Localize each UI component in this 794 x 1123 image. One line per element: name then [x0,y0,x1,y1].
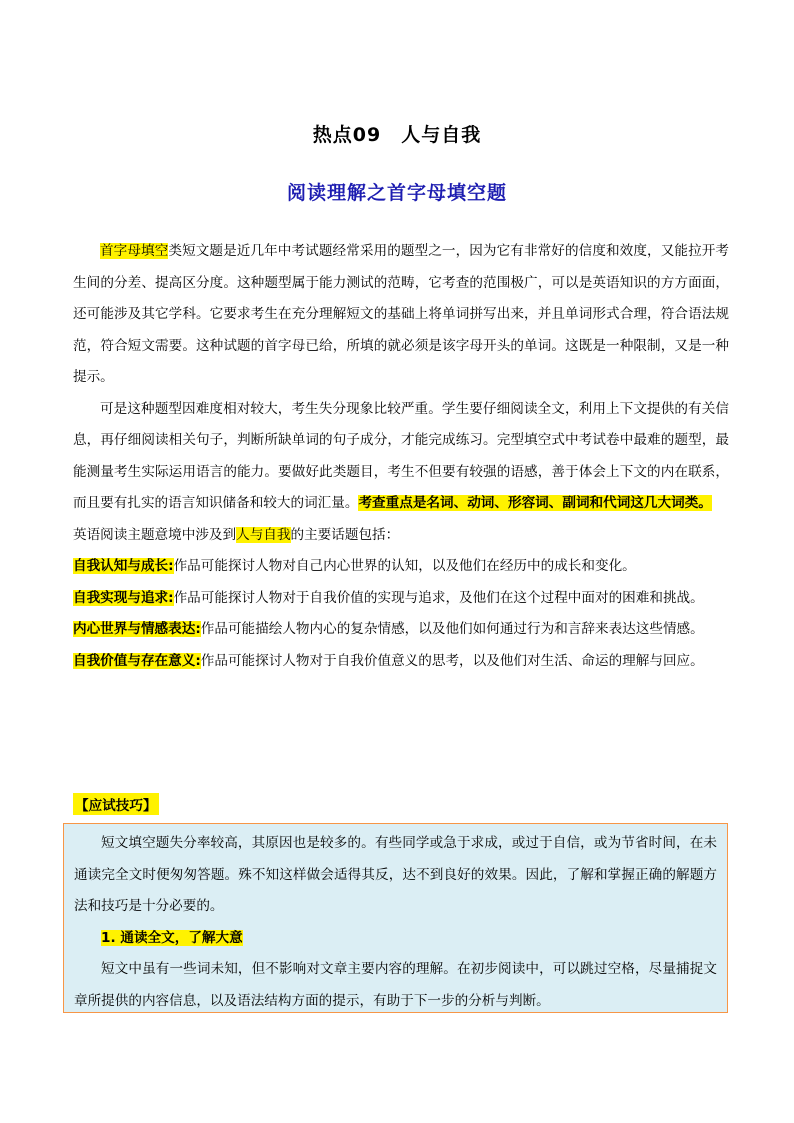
topic-label: 自我价值与存在意义: [73,652,201,669]
intro-section [73,236,729,677]
intro-paragraph-2 [73,394,729,520]
page-title: 热点09 人与自我 [312,124,482,146]
intro-paragraph-3 [73,520,729,552]
theme-highlight: 人与自我 [236,526,291,543]
key-point-highlight: 考查重点是名词、动词、形容词、副词和代词这几大词类。 [358,495,712,511]
tips-box [63,823,728,1013]
topic-item [73,614,729,646]
tips-heading: 【应试技巧】 [73,793,159,815]
tips-intro: 短文填空题失分率较高，其原因也是较多的。有些同学或急于求成，或过于自信，或为节省时间，在未通读完全文时便匆匆答题。殊不知这样做会适得其反，达不到良好的效果。因此，了解和掌握正确的解题方法和技巧是十分必要的。 [74,835,717,914]
topic-item [73,583,729,615]
topic-label: 内心世界与情感表达: [73,621,201,637]
paragraph-text: 类短文题是近几年中考试题经常采用的题型之一，因为它有非常好的信度和效度，又能拉开考生间的分差、提高区分度。这种题型属于能力测试的范畴，它考查的范围极广，可以是英语知识的方方面面，还可能涉及其它学科。它要求考生在充分理解短文的基础上将单词拼写出来，并且单词形式合理，符合语法规范，符合短文需要。这种试题的首字母已给，所填的就必须是该字母开头的单词。这既是一种限制，又是一种提示。 [73,243,730,385]
topic-item [73,646,729,678]
paragraph-text: 英语阅读主题意境中涉及到 [73,526,237,543]
topic-text: 作品可能探讨人物对于自我价值的实现与追求，及他们在这个过程中面对的困难和挑战。 [173,589,704,606]
paragraph-text: 的主要话题包括： [290,526,400,543]
step-heading [74,923,717,955]
topic-text: 作品可能探讨人物对自己内心世界的认知，以及他们在经历中的成长和变化。 [173,558,636,574]
step-text: 短文中虽有一些词未知，但不影响对文章主要内容的理解。在初步阅读中，可以跳过空格，尽量捕捉文章所提供的内容信息，以及语法结构方面的提示，有助于下一步的分析与判断。 [74,961,717,1009]
intro-paragraph-1 [73,236,729,394]
topic-text: 作品可能描绘人物内心的复杂情感，以及他们如何通过行为和言辞来表达这些情感。 [200,621,704,637]
topic-label: 自我实现与追求: [73,589,174,606]
topic-label: 自我认知与成长: [73,558,174,574]
step-title: 1. 通读全文，了解大意 [101,929,243,946]
paragraph-text: 可是这种题型因难度相对较大，考生失分现象比较严重。学生要仔细阅读全文，利用上下文提供的有关信息，再仔细阅读相关句子，判断所缺单词的句子成分，才能完成练习。完型填空式中考试卷中最难的题型，最能测量考生实际运用语言的能力。要做好此类题目，考生不但要有较强的语感，善于体会上下文的内在联系，而且要有扎实的语言知识储备和较大的词汇量。 [73,400,729,511]
topic-text: 作品可能探讨人物对于自我价值意义的思考，以及他们对生活、命运的理解与回应。 [200,652,704,669]
page-subtitle: 阅读理解之首字母填空题 [286,182,507,204]
highlight-term: 首字母填空 [100,243,169,259]
topic-item [73,551,729,583]
